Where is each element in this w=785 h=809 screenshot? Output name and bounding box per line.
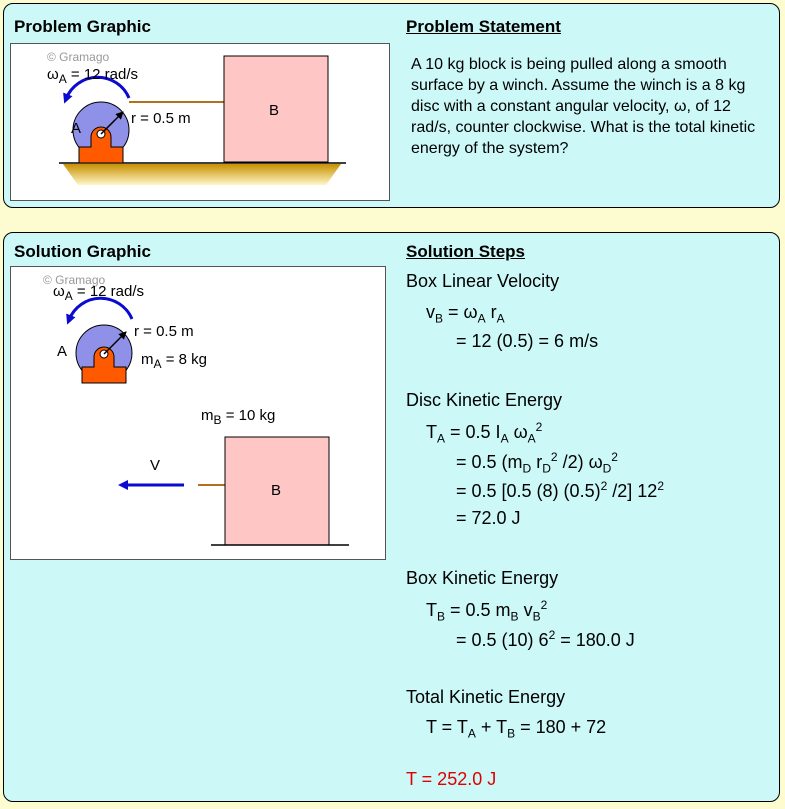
box-ke-heading: Box Kinetic Energy [406, 568, 559, 588]
omega-label: $\omega_A = 12$ rad/s [53, 283, 145, 303]
step-line: $T = T_A + T_B = 180 + 72$ [426, 717, 607, 741]
box-velocity-heading: Box Linear Velocity [406, 271, 560, 291]
step-line: $v_B = \omega_A$ $r_A$ [426, 302, 505, 326]
step-line: = 0.5 [0.5 (8) $(0.5)^2$ /2] $12^2$ [456, 479, 664, 501]
copyright: © Gramago [43, 273, 106, 287]
problem-statement-title: Problem Statement [406, 17, 561, 36]
block-label: B [271, 482, 282, 499]
step-line: = 72.0 J [456, 508, 521, 528]
solution-graphic-title: Solution Graphic [14, 242, 151, 261]
step-line: $T_B = 0.5$ $m_B$ $v_B^2$ [426, 598, 548, 624]
block-label: B [269, 102, 280, 119]
final-answer: T = 252.0 J [406, 769, 497, 789]
solution-graphic [10, 266, 386, 560]
disc-label: A [57, 343, 68, 360]
radius-label: r = 0.5 m [134, 323, 194, 340]
solution-diagram [11, 267, 385, 559]
step-line: = 0.5 ($m_D$ $r_D^2$ /2) $\omega_D^2$ [456, 450, 618, 476]
disc-ke-heading: Disc Kinetic Energy [406, 390, 563, 410]
problem-graphic [10, 43, 390, 201]
omega-label: $\omega_A = 12$ rad/s [47, 66, 139, 86]
step-line: = 0.5 (10) $6^2 = 180.0$ J [456, 628, 635, 650]
disc-label: A [71, 120, 82, 137]
problem-graphic-title: Problem Graphic [14, 17, 151, 36]
total-ke-heading: Total Kinetic Energy [406, 687, 566, 707]
problem-panel [3, 3, 780, 208]
solution-panel [3, 232, 780, 802]
mass-a-label: $m_A = 8$ kg [141, 351, 207, 371]
step-line: $T_A = 0.5$ $I_A$ $\omega_A^2$ [426, 420, 543, 446]
ground [63, 164, 341, 185]
mass-b-label: $m_B = 10$ kg [201, 407, 276, 427]
velocity-label: V [150, 457, 161, 474]
step-line: = 12 (0.5) = 6 m/s [456, 331, 599, 351]
copyright: © Gramago [47, 50, 110, 64]
solution-steps-title: Solution Steps [406, 242, 525, 261]
radius-label: r = 0.5 m [131, 110, 191, 127]
problem-statement: A 10 kg block is being pulled along a smooth surface by a winch. Assume the winch is a 8 kg disc with a constant angular velocity, ω, of 12 rad/s, counter clockwise. What is the total kinetic energy of the system? [411, 56, 756, 157]
